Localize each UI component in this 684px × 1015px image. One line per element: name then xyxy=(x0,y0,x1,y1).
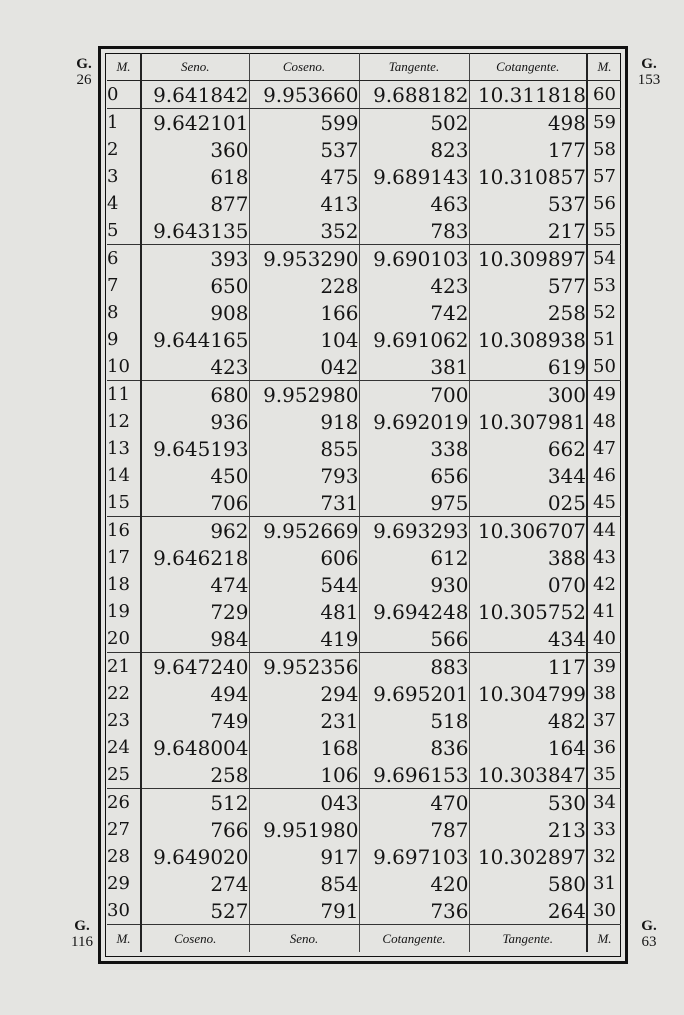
tangent-cell: 566 xyxy=(359,625,469,653)
table-row xyxy=(107,571,621,598)
minute-cell: 24 xyxy=(107,734,141,761)
sine-cell: 274 xyxy=(141,870,249,897)
cosine-cell: 419 xyxy=(249,625,359,653)
minute-cell-right: 59 xyxy=(587,109,621,137)
minute-cell-right: 51 xyxy=(587,326,621,353)
minute-cell-right: 39 xyxy=(587,653,621,681)
cotangent-cell: 10.302897 xyxy=(477,844,586,869)
table-row xyxy=(107,517,621,545)
footer-cotangent: Cotangente. xyxy=(359,925,469,953)
minute-cell-right: 41 xyxy=(587,598,621,625)
sine-cell: 393 xyxy=(141,245,249,273)
table-row xyxy=(107,299,621,326)
cosine-cell: 043 xyxy=(249,789,359,817)
minute-cell: 15 xyxy=(107,489,141,517)
sine-cell: 512 xyxy=(141,789,249,817)
cosine-cell: 9.952356 xyxy=(249,653,359,681)
cosine-cell: 413 xyxy=(249,190,359,217)
sine-cell: 706 xyxy=(141,489,249,517)
tangent-cell: 9.693293 xyxy=(359,517,469,545)
cosine-cell: 294 xyxy=(249,680,359,707)
minute-cell-right: 57 xyxy=(587,163,621,190)
header-sine: Seno. xyxy=(141,53,249,81)
table-row xyxy=(107,326,621,353)
tangent-cell: 742 xyxy=(359,299,469,326)
cotangent-cell: 10.307981 xyxy=(477,409,586,434)
cosine-cell: 166 xyxy=(249,299,359,326)
cosine-cell: 599 xyxy=(249,109,359,137)
tangent-cell: 9.694248 xyxy=(359,598,469,625)
minute-cell-right: 37 xyxy=(587,707,621,734)
cotangent-cell: 10.308938 xyxy=(477,327,586,352)
cotangent-cell: 434 xyxy=(469,625,587,653)
sine-cell: 9.644165 xyxy=(141,326,249,353)
minute-cell-right: 47 xyxy=(587,435,621,462)
cotangent-cell: 530 xyxy=(547,790,586,815)
minute-cell: 0 xyxy=(107,81,141,109)
sine-cell: 494 xyxy=(141,680,249,707)
table-row xyxy=(107,870,621,897)
sine-cell: 984 xyxy=(141,625,249,653)
table-row xyxy=(107,843,621,870)
cosine-cell: 042 xyxy=(249,353,359,381)
sine-cell: 877 xyxy=(141,190,249,217)
footer-tangent: Tangente. xyxy=(469,925,587,953)
tangent-cell: 9.692019 xyxy=(359,408,469,435)
sine-cell: 450 xyxy=(141,462,249,489)
table-row xyxy=(107,136,621,163)
cosine-cell: 917 xyxy=(249,843,359,870)
tangent-cell: 423 xyxy=(359,272,469,299)
tangent-cell: 836 xyxy=(359,734,469,761)
table-row xyxy=(107,897,621,925)
minute-cell: 21 xyxy=(107,653,141,681)
header-minutes-right: M. xyxy=(587,53,621,81)
minute-cell: 19 xyxy=(107,598,141,625)
cosine-cell: 9.951980 xyxy=(249,816,359,843)
cosine-cell: 228 xyxy=(249,272,359,299)
cosine-cell: 544 xyxy=(249,571,359,598)
tangent-cell: 463 xyxy=(359,190,469,217)
tangent-cell: 883 xyxy=(359,653,469,681)
sine-cell: 527 xyxy=(141,897,249,925)
table-row xyxy=(107,245,621,273)
tangent-cell: 338 xyxy=(359,435,469,462)
tangent-cell: 975 xyxy=(359,489,469,517)
cotangent-cell: 164 xyxy=(547,735,586,760)
tangent-cell: 9.697103 xyxy=(359,843,469,870)
footer-sine: Seno. xyxy=(249,925,359,953)
tangent-cell: 470 xyxy=(359,789,469,817)
minute-cell: 10 xyxy=(107,353,141,381)
cosine-cell: 9.953660 xyxy=(249,81,359,109)
minute-cell: 18 xyxy=(107,571,141,598)
cosine-cell: 855 xyxy=(249,435,359,462)
header-row xyxy=(107,53,621,81)
cosine-cell: 606 xyxy=(249,544,359,571)
header-cotangent: Cotangente. xyxy=(469,53,587,81)
cotangent-cell: 177 xyxy=(547,137,586,162)
header-cosine: Coseno. xyxy=(249,53,359,81)
sine-cell: 749 xyxy=(141,707,249,734)
minute-cell-right: 58 xyxy=(587,136,621,163)
tangent-cell: 612 xyxy=(359,544,469,571)
table-row xyxy=(107,462,621,489)
cotangent-cell: 070 xyxy=(547,572,586,597)
corner-number: 26 xyxy=(76,72,92,88)
minute-cell-right: 34 xyxy=(587,789,621,817)
corner-top-right xyxy=(634,56,664,88)
minute-cell: 27 xyxy=(107,816,141,843)
minute-cell: 11 xyxy=(107,381,141,409)
tangent-cell: 502 xyxy=(359,109,469,137)
cotangent-cell: 10.305752 xyxy=(477,599,586,624)
cosine-cell: 854 xyxy=(249,870,359,897)
sine-cell: 618 xyxy=(141,163,249,190)
minute-cell: 14 xyxy=(107,462,141,489)
minute-cell: 7 xyxy=(107,272,141,299)
minute-cell: 28 xyxy=(107,843,141,870)
minute-cell-right: 46 xyxy=(587,462,621,489)
tangent-cell: 783 xyxy=(359,217,469,245)
table-row xyxy=(107,816,621,843)
table-row xyxy=(107,353,621,381)
corner-letter: G. xyxy=(74,918,90,934)
minute-cell: 23 xyxy=(107,707,141,734)
tangent-cell: 9.689143 xyxy=(359,163,469,190)
cosine-cell: 918 xyxy=(249,408,359,435)
minute-cell-right: 43 xyxy=(587,544,621,571)
minute-cell: 3 xyxy=(107,163,141,190)
tangent-cell: 9.691062 xyxy=(359,326,469,353)
cotangent-cell: 498 xyxy=(547,110,586,135)
cosine-cell: 168 xyxy=(249,734,359,761)
cosine-cell: 9.953290 xyxy=(249,245,359,273)
cotangent-cell: 117 xyxy=(547,654,586,679)
tangent-cell: 381 xyxy=(359,353,469,381)
minute-cell: 17 xyxy=(107,544,141,571)
footer-minutes: M. xyxy=(107,925,141,953)
header-tangent: Tangente. xyxy=(359,53,469,81)
sine-cell: 908 xyxy=(141,299,249,326)
cotangent-cell: 388 xyxy=(547,545,586,570)
table-row xyxy=(107,653,621,681)
corner-top-left xyxy=(70,56,98,88)
minute-cell-right: 33 xyxy=(587,816,621,843)
table-row xyxy=(107,789,621,817)
minute-cell: 25 xyxy=(107,761,141,789)
table-row xyxy=(107,625,621,653)
table-row xyxy=(107,761,621,789)
cosine-cell: 481 xyxy=(249,598,359,625)
sine-cell: 9.646218 xyxy=(141,544,249,571)
cotangent-cell: 10.304799 xyxy=(477,681,586,706)
tangent-cell: 420 xyxy=(359,870,469,897)
minute-cell: 1 xyxy=(107,109,141,137)
sine-cell: 9.645193 xyxy=(141,435,249,462)
minute-cell-right: 52 xyxy=(587,299,621,326)
minute-cell: 6 xyxy=(107,245,141,273)
sine-cell: 729 xyxy=(141,598,249,625)
table-row xyxy=(107,408,621,435)
sine-cell: 9.649020 xyxy=(141,843,249,870)
tangent-cell: 9.696153 xyxy=(359,761,469,789)
cosine-cell: 9.952980 xyxy=(249,381,359,409)
cotangent-cell: 482 xyxy=(547,708,586,733)
corner-bottom-left xyxy=(66,918,98,950)
footer-row xyxy=(107,925,621,953)
sine-cell: 962 xyxy=(141,517,249,545)
minute-cell-right: 45 xyxy=(587,489,621,517)
cotangent-cell: 258 xyxy=(547,300,586,325)
table-row xyxy=(107,109,621,137)
minute-cell-right: 32 xyxy=(587,843,621,870)
minute-cell-right: 38 xyxy=(587,680,621,707)
minute-cell-right: 54 xyxy=(587,245,621,273)
minute-cell: 16 xyxy=(107,517,141,545)
corner-number: 153 xyxy=(637,72,661,88)
minute-cell: 22 xyxy=(107,680,141,707)
cosine-cell: 793 xyxy=(249,462,359,489)
cosine-cell: 791 xyxy=(249,897,359,925)
minute-cell: 2 xyxy=(107,136,141,163)
cotangent-cell: 619 xyxy=(469,353,587,381)
minute-cell-right: 56 xyxy=(587,190,621,217)
tangent-cell: 823 xyxy=(359,136,469,163)
cotangent-cell: 10.310857 xyxy=(477,164,586,189)
sine-cell: 9.641842 xyxy=(141,81,249,109)
minute-cell-right: 55 xyxy=(587,217,621,245)
table-row xyxy=(107,544,621,571)
cosine-cell: 106 xyxy=(249,761,359,789)
cosine-cell: 537 xyxy=(249,136,359,163)
table-body xyxy=(107,81,621,925)
minute-cell: 26 xyxy=(107,789,141,817)
minute-cell: 29 xyxy=(107,870,141,897)
table-row xyxy=(107,734,621,761)
footer-cosine: Coseno. xyxy=(141,925,249,953)
tangent-cell: 700 xyxy=(359,381,469,409)
sine-cell: 766 xyxy=(141,816,249,843)
cosine-cell: 9.952669 xyxy=(249,517,359,545)
minute-cell-right: 30 xyxy=(587,897,621,925)
cotangent-cell: 217 xyxy=(469,217,587,245)
tangent-cell: 518 xyxy=(359,707,469,734)
table-row xyxy=(107,163,621,190)
cotangent-cell: 264 xyxy=(469,897,587,925)
cotangent-cell: 10.311818 xyxy=(469,81,587,109)
minute-cell-right: 48 xyxy=(587,408,621,435)
minute-cell-right: 42 xyxy=(587,571,621,598)
minute-cell-right: 53 xyxy=(587,272,621,299)
minute-cell-right: 49 xyxy=(587,381,621,409)
minute-cell: 20 xyxy=(107,625,141,653)
corner-number: 116 xyxy=(71,934,93,950)
cosine-cell: 104 xyxy=(249,326,359,353)
cotangent-cell: 580 xyxy=(547,871,586,896)
sine-cell: 9.642101 xyxy=(141,109,249,137)
minute-cell: 8 xyxy=(107,299,141,326)
cotangent-cell: 344 xyxy=(547,463,586,488)
cotangent-cell: 662 xyxy=(547,436,586,461)
table-row xyxy=(107,489,621,517)
tangent-cell: 930 xyxy=(359,571,469,598)
table-row xyxy=(107,680,621,707)
tangent-cell: 656 xyxy=(359,462,469,489)
sine-cell: 9.643135 xyxy=(141,217,249,245)
tangent-cell: 787 xyxy=(359,816,469,843)
minute-cell: 9 xyxy=(107,326,141,353)
sine-cell: 258 xyxy=(141,761,249,789)
sine-cell: 936 xyxy=(141,408,249,435)
cotangent-cell: 300 xyxy=(547,382,586,407)
sine-cell: 360 xyxy=(141,136,249,163)
minute-cell-right: 31 xyxy=(587,870,621,897)
sine-cell: 9.647240 xyxy=(141,653,249,681)
cotangent-cell: 025 xyxy=(469,489,587,517)
table-row xyxy=(107,217,621,245)
minute-cell: 30 xyxy=(107,897,141,925)
logarithm-table xyxy=(107,53,621,952)
footer-minutes-right: M. xyxy=(587,925,621,953)
cotangent-cell: 10.303847 xyxy=(469,761,587,789)
table-row xyxy=(107,272,621,299)
minute-cell: 13 xyxy=(107,435,141,462)
tangent-cell: 9.688182 xyxy=(359,81,469,109)
minute-cell-right: 44 xyxy=(587,517,621,545)
sine-cell: 680 xyxy=(141,381,249,409)
sine-cell: 650 xyxy=(141,272,249,299)
sine-cell: 423 xyxy=(141,353,249,381)
table-row xyxy=(107,381,621,409)
cotangent-cell: 10.306707 xyxy=(477,518,586,543)
cotangent-cell: 10.309897 xyxy=(477,246,586,271)
cotangent-cell: 537 xyxy=(547,191,586,216)
cosine-cell: 231 xyxy=(249,707,359,734)
minute-cell-right: 50 xyxy=(587,353,621,381)
corner-letter: G. xyxy=(641,56,657,72)
table-row xyxy=(107,707,621,734)
header-minutes: M. xyxy=(107,53,141,81)
minute-cell-right: 60 xyxy=(587,81,621,109)
tangent-cell: 736 xyxy=(359,897,469,925)
minute-cell-right: 35 xyxy=(587,761,621,789)
cotangent-cell: 213 xyxy=(547,817,586,842)
cosine-cell: 352 xyxy=(249,217,359,245)
corner-letter: G. xyxy=(641,918,657,934)
table-row xyxy=(107,435,621,462)
corner-bottom-right xyxy=(634,918,664,950)
minute-cell: 12 xyxy=(107,408,141,435)
tangent-cell: 9.695201 xyxy=(359,680,469,707)
table-row xyxy=(107,81,621,109)
table-row xyxy=(107,190,621,217)
cosine-cell: 731 xyxy=(249,489,359,517)
sine-cell: 9.648004 xyxy=(141,734,249,761)
table-row xyxy=(107,598,621,625)
minute-cell-right: 36 xyxy=(587,734,621,761)
cosine-cell: 475 xyxy=(249,163,359,190)
corner-letter: G. xyxy=(76,56,92,72)
minute-cell: 5 xyxy=(107,217,141,245)
tangent-cell: 9.690103 xyxy=(359,245,469,273)
minute-cell: 4 xyxy=(107,190,141,217)
minute-cell-right: 40 xyxy=(587,625,621,653)
sine-cell: 474 xyxy=(141,571,249,598)
cotangent-cell: 577 xyxy=(547,273,586,298)
corner-number: 63 xyxy=(641,934,657,950)
